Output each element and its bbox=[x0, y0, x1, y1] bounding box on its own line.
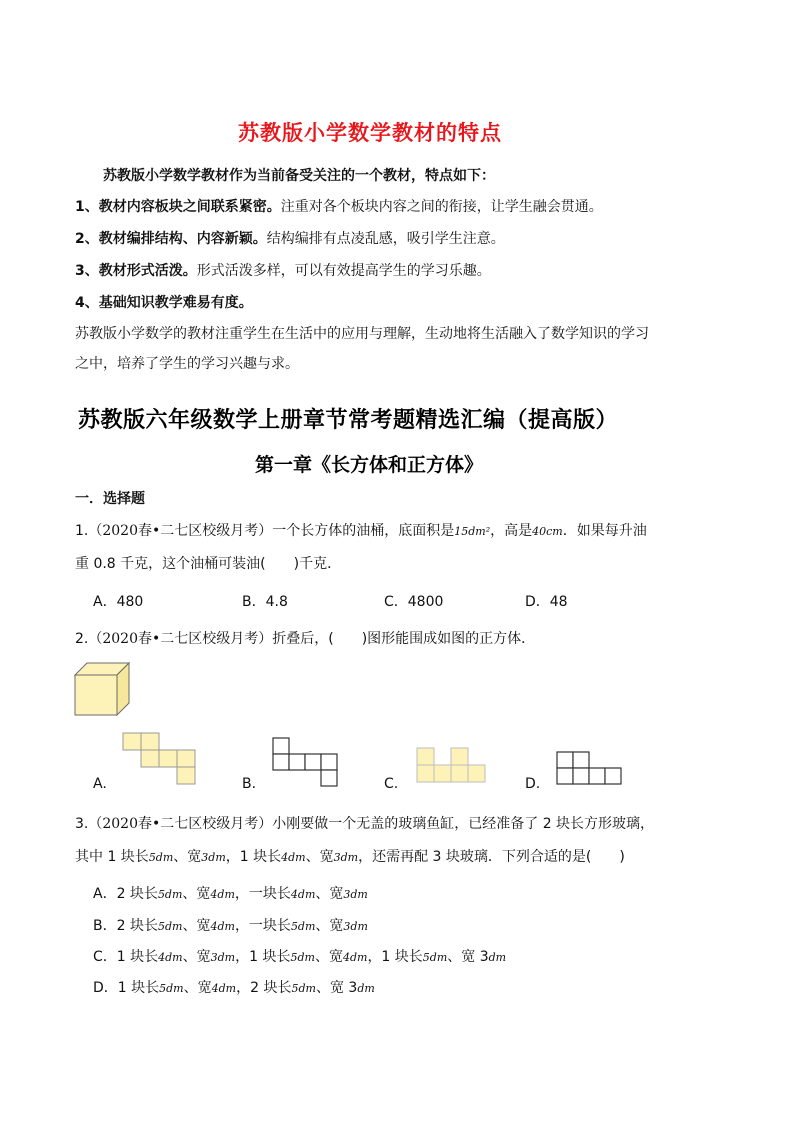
q3-unit-3: 3dm bbox=[201, 851, 226, 864]
q3-d-2: 、宽 bbox=[183, 980, 212, 996]
q3-d-1: D．1 块长 bbox=[93, 980, 160, 996]
q3-a-u1: 5dm bbox=[157, 888, 183, 901]
q3-b-u3: 5dm bbox=[290, 920, 316, 933]
q3-a-1: A．2 块长 bbox=[93, 886, 158, 902]
q3-c-6: 、宽 3 bbox=[447, 949, 489, 965]
q3-b-1: B．2 块长 bbox=[93, 918, 158, 934]
q3-c-u3: 5dm bbox=[290, 951, 315, 964]
q3-c-u1: 4dm bbox=[158, 951, 183, 964]
q3-a-u3: 4dm bbox=[290, 888, 316, 901]
q1-text-b: ，高是 bbox=[490, 523, 533, 539]
net-option-a[interactable] bbox=[120, 731, 196, 787]
q3-l2-a: 其中 1 块长 bbox=[75, 849, 149, 865]
q3-l2-e: ，还需再配 3 块玻璃．下列合适的是( ) bbox=[358, 849, 625, 865]
q3-unit-3b: 3dm bbox=[333, 851, 359, 864]
q3-unit-4: 4dm bbox=[281, 851, 306, 864]
q3-l2-b: 、宽 bbox=[173, 849, 202, 865]
q3-c-1: C．1 块长 bbox=[93, 949, 159, 965]
q3-c-u2: 3dm bbox=[210, 951, 236, 964]
q3-c-3: ，1 块长 bbox=[235, 949, 291, 965]
q3-option-a[interactable] bbox=[93, 883, 368, 903]
q3-d-u3: 5dm bbox=[291, 982, 316, 995]
q3-a-u4: 3dm bbox=[343, 888, 368, 901]
feature-2 bbox=[75, 228, 505, 248]
question-1-line-2: 重 0.8 千克，这个油桶可装油( )千克． bbox=[75, 556, 342, 572]
q3-option-b[interactable] bbox=[93, 915, 368, 935]
question-3-line-2 bbox=[75, 846, 625, 866]
q3-unit-5: 5dm bbox=[148, 851, 174, 864]
q3-source: 2020春•二七区校级月考 bbox=[102, 816, 259, 832]
net-option-b[interactable] bbox=[271, 736, 341, 790]
q3-c-4: 、宽 bbox=[314, 949, 343, 965]
q3-option-d[interactable] bbox=[93, 977, 375, 997]
q3-prefix: 3.（ bbox=[75, 816, 103, 832]
q2-label-a: A. bbox=[93, 776, 107, 792]
q1-area-unit: 15dm² bbox=[454, 525, 491, 538]
page-title: 苏教版小学数学教材的特点 bbox=[238, 121, 502, 145]
q1-height-unit: 40cm bbox=[532, 525, 563, 538]
q1-source: 2020春•二七区校级月考 bbox=[102, 523, 259, 539]
q3-option-c[interactable] bbox=[93, 946, 506, 966]
question-3 bbox=[75, 813, 654, 833]
net-option-d[interactable] bbox=[555, 750, 625, 788]
q3-l2-c: ，1 块长 bbox=[225, 849, 282, 865]
summary-line-2: 之中，培养了学生的学习兴趣与求。 bbox=[75, 356, 299, 372]
main-title: 苏教版六年级数学上册章节常考题精选汇编（提高版） bbox=[78, 408, 619, 433]
q3-a-4: 、宽 bbox=[315, 886, 344, 902]
q3-text: ）小刚要做一个无盖的玻璃鱼缸，已经准备了 2 块长方形玻璃， bbox=[258, 816, 655, 832]
section-heading: 一．选择题 bbox=[75, 491, 145, 507]
q3-b-u2: 4dm bbox=[210, 920, 235, 933]
q3-d-4: 、宽 3 bbox=[315, 980, 358, 996]
feature-2-bold: 2、教材编排结构、内容新颖。 bbox=[75, 231, 267, 247]
q2-text: ）折叠后，( )图形能围成如图的正方体． bbox=[258, 631, 536, 647]
q1-text-a: ）一个长方体的油桶，底面积是 bbox=[258, 523, 455, 539]
q3-l2-d: 、宽 bbox=[305, 849, 334, 865]
q3-a-2: 、宽 bbox=[182, 886, 211, 902]
q2-source: 2020春•二七区校级月考 bbox=[102, 631, 259, 647]
q1-option-d[interactable]: D．48 bbox=[525, 594, 568, 610]
q3-d-u2: 4dm bbox=[211, 982, 237, 995]
q3-c-u4: 4dm bbox=[342, 951, 368, 964]
q3-b-2: 、宽 bbox=[182, 918, 211, 934]
q3-d-u4: dm bbox=[357, 982, 375, 995]
q3-d-u1: 5dm bbox=[159, 982, 184, 995]
q2-prefix: 2.（ bbox=[75, 631, 103, 647]
q2-label-b: B. bbox=[242, 776, 257, 792]
question-1 bbox=[75, 520, 647, 540]
q3-b-3: ，一块长 bbox=[234, 918, 291, 934]
q3-a-u2: 4dm bbox=[210, 888, 235, 901]
q1-option-a[interactable]: A．480 bbox=[93, 594, 144, 610]
chapter-title: 第一章《长方体和正方体》 bbox=[255, 454, 484, 476]
q3-c-u5: 5dm bbox=[422, 951, 448, 964]
feature-1 bbox=[75, 196, 603, 216]
q1-option-c[interactable]: C．4800 bbox=[384, 594, 444, 610]
intro-text: 苏教版小学数学教材作为当前备受关注的一个教材，特点如下： bbox=[103, 168, 495, 184]
feature-2-text: 结构编排有点凌乱感，吸引学生注意。 bbox=[266, 231, 505, 247]
question-2 bbox=[75, 628, 535, 648]
q3-c-2: 、宽 bbox=[182, 949, 211, 965]
q1-prefix: 1.（ bbox=[75, 523, 103, 539]
q3-a-3: ，一块长 bbox=[234, 886, 291, 902]
cube-illustration bbox=[74, 662, 130, 716]
q2-label-c: C. bbox=[384, 776, 399, 792]
feature-3-text: 形式活泼多样，可以有效提高学生的学习乐趣。 bbox=[196, 263, 491, 279]
q3-d-3: ，2 块长 bbox=[236, 980, 292, 996]
feature-3 bbox=[75, 260, 491, 280]
q1-option-b[interactable]: B．4.8 bbox=[242, 594, 288, 610]
q3-c-5: ，1 块长 bbox=[367, 949, 423, 965]
q3-b-4: 、宽 bbox=[315, 918, 344, 934]
q3-b-u1: 5dm bbox=[157, 920, 183, 933]
q3-b-u4: 3dm bbox=[343, 920, 368, 933]
feature-3-bold: 3、教材形式活泼。 bbox=[75, 263, 197, 279]
feature-4 bbox=[75, 292, 253, 312]
feature-1-text: 注重对各个板块内容之间的衔接，让学生融会贯通。 bbox=[280, 199, 603, 215]
q3-c-u6: dm bbox=[488, 951, 507, 964]
summary-line-1: 苏教版小学数学的教材注重学生在生活中的应用与理解，生动地将生活融入了数学知识的学习 bbox=[75, 326, 649, 342]
feature-4-bold: 4、基础知识教学难易有度。 bbox=[75, 295, 253, 311]
q2-label-d: D. bbox=[525, 776, 541, 792]
feature-1-bold: 1、教材内容板块之间联系紧密。 bbox=[75, 199, 281, 215]
q1-text-c: ．如果每升油 bbox=[562, 523, 647, 539]
net-option-c[interactable] bbox=[414, 746, 500, 788]
